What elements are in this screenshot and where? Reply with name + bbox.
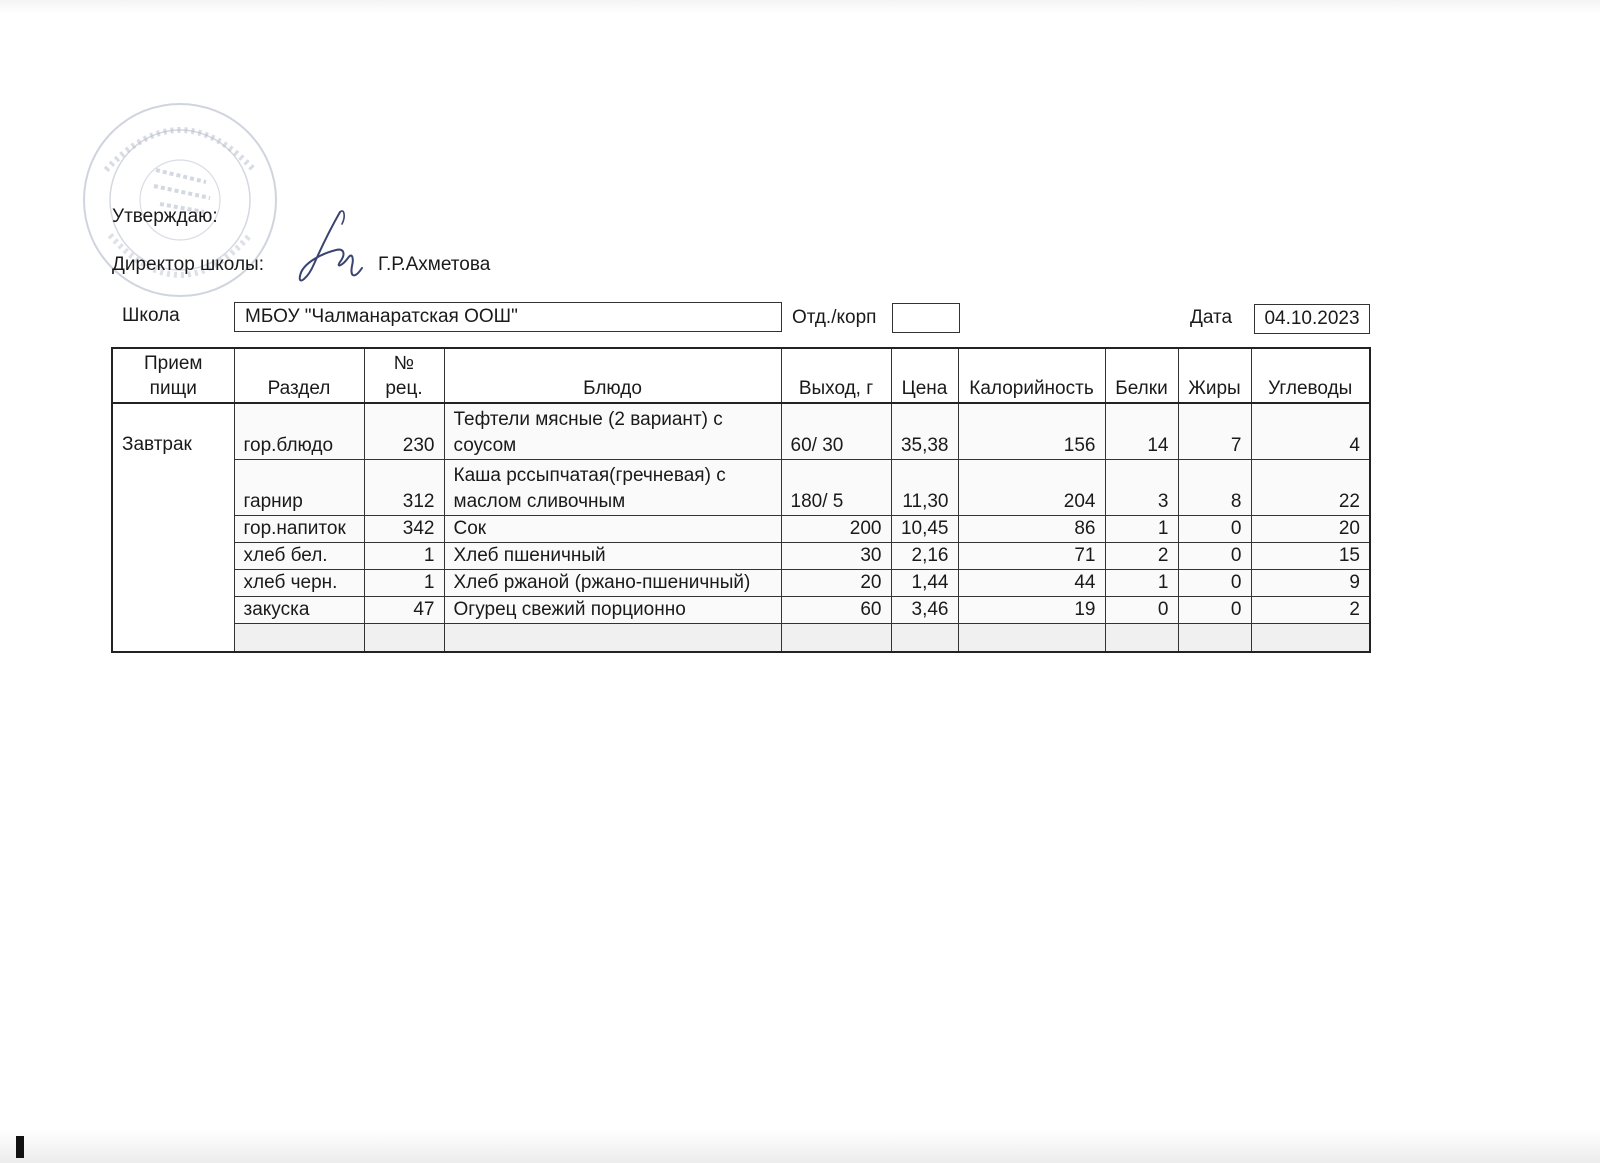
table-row bbox=[112, 597, 1370, 624]
school-label: Школа bbox=[122, 305, 180, 326]
dish-cell: Тефтели мясные (2 вариант) с соусом bbox=[444, 403, 781, 460]
fat-cell: 0 bbox=[1178, 516, 1251, 543]
carbs-cell: 15 bbox=[1251, 543, 1370, 570]
col-yield: Выход, г bbox=[781, 348, 891, 403]
calories-cell: 19 bbox=[958, 597, 1105, 624]
dish-cell: Хлеб ржаной (ржано-пшеничный) bbox=[444, 570, 781, 597]
dish-cell: Хлеб пшеничный bbox=[444, 543, 781, 570]
col-protein: Белки bbox=[1105, 348, 1178, 403]
dish-cell: Сок bbox=[444, 516, 781, 543]
section-cell: гарнир bbox=[234, 460, 364, 516]
empty-cell bbox=[1251, 624, 1370, 653]
col-calories: Калорийность bbox=[958, 348, 1105, 403]
carbs-cell: 9 bbox=[1251, 570, 1370, 597]
col-fat: Жиры bbox=[1178, 348, 1251, 403]
recipe-cell: 230 bbox=[364, 403, 444, 460]
empty-cell bbox=[1178, 624, 1251, 653]
section-cell: закуска bbox=[234, 597, 364, 624]
yield-cell: 180/ 5 bbox=[781, 460, 891, 516]
carbs-cell: 22 bbox=[1251, 460, 1370, 516]
calories-cell: 44 bbox=[958, 570, 1105, 597]
yield-cell: 20 bbox=[781, 570, 891, 597]
price-cell: 10,45 bbox=[891, 516, 958, 543]
calories-cell: 71 bbox=[958, 543, 1105, 570]
carbs-cell: 20 bbox=[1251, 516, 1370, 543]
price-cell: 35,38 bbox=[891, 403, 958, 460]
fat-cell: 0 bbox=[1178, 543, 1251, 570]
section-cell: гор.напиток bbox=[234, 516, 364, 543]
empty-cell bbox=[234, 624, 364, 653]
calories-cell: 156 bbox=[958, 403, 1105, 460]
dish-cell: Каша рссыпчатая(гречневая) с маслом сливочным bbox=[444, 460, 781, 516]
table-row bbox=[112, 403, 1370, 460]
approve-label: Утверждаю: bbox=[112, 206, 218, 227]
table-row bbox=[112, 543, 1370, 570]
col-meal: Прием пищи bbox=[112, 348, 234, 403]
school-field: МБОУ "Чалманаратская ООШ" bbox=[234, 302, 782, 332]
protein-cell: 14 bbox=[1105, 403, 1178, 460]
recipe-cell: 1 bbox=[364, 570, 444, 597]
carbs-cell: 4 bbox=[1251, 403, 1370, 460]
col-dish: Блюдо bbox=[444, 348, 781, 403]
director-label: Директор школы: bbox=[112, 254, 264, 275]
handwritten-signature-icon bbox=[292, 206, 372, 296]
section-cell: хлеб бел. bbox=[234, 543, 364, 570]
recipe-cell: 1 bbox=[364, 543, 444, 570]
dish-cell: Огурец свежий порционно bbox=[444, 597, 781, 624]
date-label: Дата bbox=[1190, 307, 1233, 328]
menu-table bbox=[111, 347, 1371, 653]
table-row bbox=[112, 516, 1370, 543]
col-price: Цена bbox=[891, 348, 958, 403]
calories-cell: 204 bbox=[958, 460, 1105, 516]
date-field: 04.10.2023 bbox=[1254, 304, 1370, 334]
fat-cell: 7 bbox=[1178, 403, 1251, 460]
price-cell: 2,16 bbox=[891, 543, 958, 570]
meal-cell: Завтрак bbox=[112, 403, 234, 652]
section-cell: гор.блюдо bbox=[234, 403, 364, 460]
protein-cell: 1 bbox=[1105, 570, 1178, 597]
table-row bbox=[112, 460, 1370, 516]
col-recipe: № рец. bbox=[364, 348, 444, 403]
protein-cell: 1 bbox=[1105, 516, 1178, 543]
section-cell: хлеб черн. bbox=[234, 570, 364, 597]
price-cell: 11,30 bbox=[891, 460, 958, 516]
protein-cell: 3 bbox=[1105, 460, 1178, 516]
price-cell: 3,46 bbox=[891, 597, 958, 624]
yield-cell: 200 bbox=[781, 516, 891, 543]
empty-cell bbox=[364, 624, 444, 653]
empty-table-row bbox=[112, 624, 1370, 653]
yield-cell: 60 bbox=[781, 597, 891, 624]
protein-cell: 0 bbox=[1105, 597, 1178, 624]
director-name: Г.Р.Ахметова bbox=[378, 254, 491, 275]
calories-cell: 86 bbox=[958, 516, 1105, 543]
fat-cell: 0 bbox=[1178, 597, 1251, 624]
dept-field bbox=[892, 303, 960, 333]
price-cell: 1,44 bbox=[891, 570, 958, 597]
table-row bbox=[112, 570, 1370, 597]
carbs-cell: 2 bbox=[1251, 597, 1370, 624]
dept-label: Отд./корп bbox=[792, 307, 877, 328]
recipe-cell: 47 bbox=[364, 597, 444, 624]
col-section: Раздел bbox=[234, 348, 364, 403]
empty-cell bbox=[891, 624, 958, 653]
yield-cell: 60/ 30 bbox=[781, 403, 891, 460]
fat-cell: 8 bbox=[1178, 460, 1251, 516]
fat-cell: 0 bbox=[1178, 570, 1251, 597]
yield-cell: 30 bbox=[781, 543, 891, 570]
empty-cell bbox=[1105, 624, 1178, 653]
empty-cell bbox=[444, 624, 781, 653]
empty-cell bbox=[781, 624, 891, 653]
col-carbs: Углеводы bbox=[1251, 348, 1370, 403]
recipe-cell: 342 bbox=[364, 516, 444, 543]
table-header-row bbox=[112, 348, 1370, 403]
recipe-cell: 312 bbox=[364, 460, 444, 516]
protein-cell: 2 bbox=[1105, 543, 1178, 570]
empty-cell bbox=[958, 624, 1105, 653]
scan-edge-mark bbox=[16, 1136, 24, 1158]
